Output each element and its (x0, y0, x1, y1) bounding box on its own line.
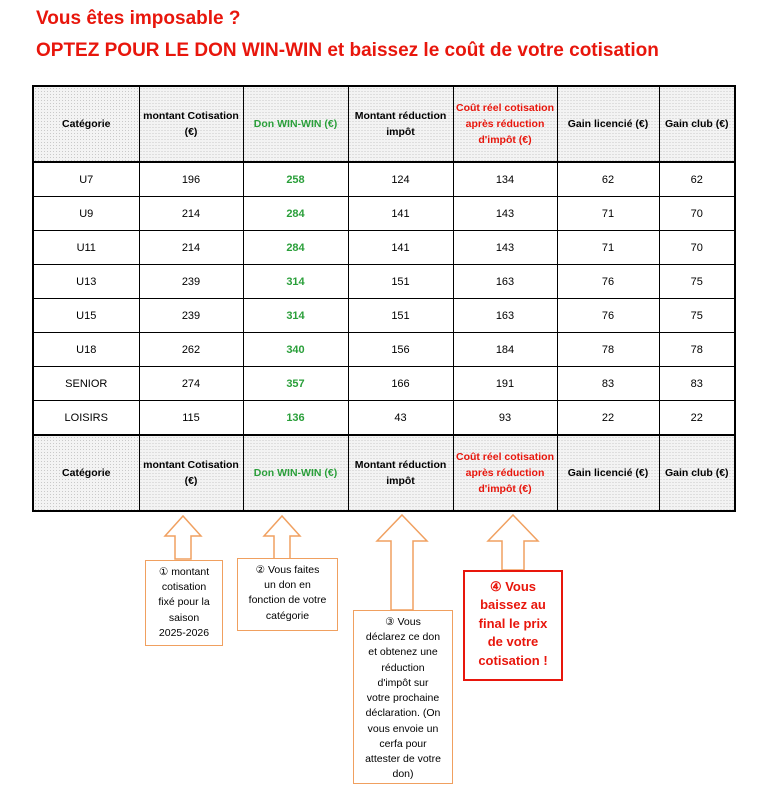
cell-gain-licencie: 76 (557, 299, 659, 333)
cell-reduction: 43 (348, 401, 453, 436)
table-row (33, 231, 735, 265)
note-3: ③ Vous déclarez ce don et obtenez une réduction d'impôt sur votre prochaine déclaration. (On vous envoie un cerfa pour attester de votre don) (353, 610, 453, 784)
cell-reduction: 166 (348, 367, 453, 401)
footer-reduction: Montant réduction impôt (348, 435, 453, 511)
cell-categorie: U15 (33, 299, 139, 333)
cell-reduction: 156 (348, 333, 453, 367)
cell-gain-club: 75 (659, 299, 735, 333)
cell-gain-club: 83 (659, 367, 735, 401)
cell-gain-licencie: 78 (557, 333, 659, 367)
header-gain-club: Gain club (€) (659, 86, 735, 162)
cell-gain-licencie: 22 (557, 401, 659, 436)
table-row (33, 333, 735, 367)
cell-reduction: 151 (348, 299, 453, 333)
cell-categorie: SENIOR (33, 367, 139, 401)
header-gain-licencie: Gain licencié (€) (557, 86, 659, 162)
cell-cout-reel: 163 (453, 299, 557, 333)
cell-categorie: U18 (33, 333, 139, 367)
cell-categorie: U7 (33, 162, 139, 197)
cell-gain-licencie: 71 (557, 197, 659, 231)
cell-montant: 196 (139, 162, 243, 197)
cell-cout-reel: 191 (453, 367, 557, 401)
table-row (33, 265, 735, 299)
cell-gain-club: 62 (659, 162, 735, 197)
cell-reduction: 141 (348, 231, 453, 265)
cell-categorie: U9 (33, 197, 139, 231)
table-header-row (33, 86, 735, 162)
table-row (33, 367, 735, 401)
cell-montant: 262 (139, 333, 243, 367)
cell-reduction: 151 (348, 265, 453, 299)
cell-cout-reel: 93 (453, 401, 557, 436)
header-reduction: Montant réduction impôt (348, 86, 453, 162)
cell-don: 284 (243, 231, 348, 265)
footer-montant: montant Cotisation (€) (139, 435, 243, 511)
cell-don: 284 (243, 197, 348, 231)
note-4: ④ Vous baissez au final le prix de votre cotisation ! (463, 570, 563, 681)
cell-gain-licencie: 62 (557, 162, 659, 197)
cell-gain-licencie: 83 (557, 367, 659, 401)
title-line-2: OPTEZ POUR LE DON WIN-WIN et baissez le coût de votre cotisation (36, 40, 659, 61)
table-row (33, 162, 735, 197)
cell-categorie: LOISIRS (33, 401, 139, 436)
cell-gain-club: 70 (659, 231, 735, 265)
cell-don: 314 (243, 265, 348, 299)
footer-gain-licencie: Gain licencié (€) (557, 435, 659, 511)
cell-don: 136 (243, 401, 348, 436)
cell-gain-licencie: 71 (557, 231, 659, 265)
arrow-up-icon (163, 514, 203, 560)
table-row (33, 299, 735, 333)
header-montant: montant Cotisation (€) (139, 86, 243, 162)
cell-don: 340 (243, 333, 348, 367)
table-footer-row (33, 435, 735, 511)
arrow-up-icon (486, 513, 540, 571)
header-don: Don WIN-WIN (€) (243, 86, 348, 162)
arrow-up-icon (375, 513, 429, 611)
cell-montant: 239 (139, 299, 243, 333)
cell-cout-reel: 163 (453, 265, 557, 299)
cell-categorie: U11 (33, 231, 139, 265)
cell-categorie: U13 (33, 265, 139, 299)
cell-montant: 274 (139, 367, 243, 401)
cell-montant: 214 (139, 197, 243, 231)
footer-categorie: Catégorie (33, 435, 139, 511)
cell-cout-reel: 143 (453, 231, 557, 265)
footer-cout-reel: Coût réel cotisation après réduction d'impôt (€) (453, 435, 557, 511)
cell-reduction: 124 (348, 162, 453, 197)
note-1: ① montant cotisation fixé pour la saison 2025-2026 (145, 560, 223, 646)
header-cout-reel: Coût réel cotisation après réduction d'impôt (€) (453, 86, 557, 162)
arrow-up-icon (262, 514, 302, 560)
cell-gain-licencie: 76 (557, 265, 659, 299)
cell-cout-reel: 184 (453, 333, 557, 367)
cell-gain-club: 70 (659, 197, 735, 231)
table-row (33, 197, 735, 231)
header-categorie: Catégorie (33, 86, 139, 162)
table-row (33, 401, 735, 436)
cell-montant: 214 (139, 231, 243, 265)
cell-cout-reel: 143 (453, 197, 557, 231)
cell-gain-club: 78 (659, 333, 735, 367)
cell-don: 258 (243, 162, 348, 197)
note-2: ② Vous faites un don en fonction de votre catégorie (237, 558, 338, 631)
cell-don: 357 (243, 367, 348, 401)
title-line-1: Vous êtes imposable ? (36, 8, 241, 29)
footer-gain-club: Gain club (€) (659, 435, 735, 511)
cell-gain-club: 22 (659, 401, 735, 436)
cell-montant: 115 (139, 401, 243, 436)
cell-gain-club: 75 (659, 265, 735, 299)
cotisation-table (32, 85, 736, 512)
cell-reduction: 141 (348, 197, 453, 231)
cell-don: 314 (243, 299, 348, 333)
cell-cout-reel: 134 (453, 162, 557, 197)
cell-montant: 239 (139, 265, 243, 299)
footer-don: Don WIN-WIN (€) (243, 435, 348, 511)
